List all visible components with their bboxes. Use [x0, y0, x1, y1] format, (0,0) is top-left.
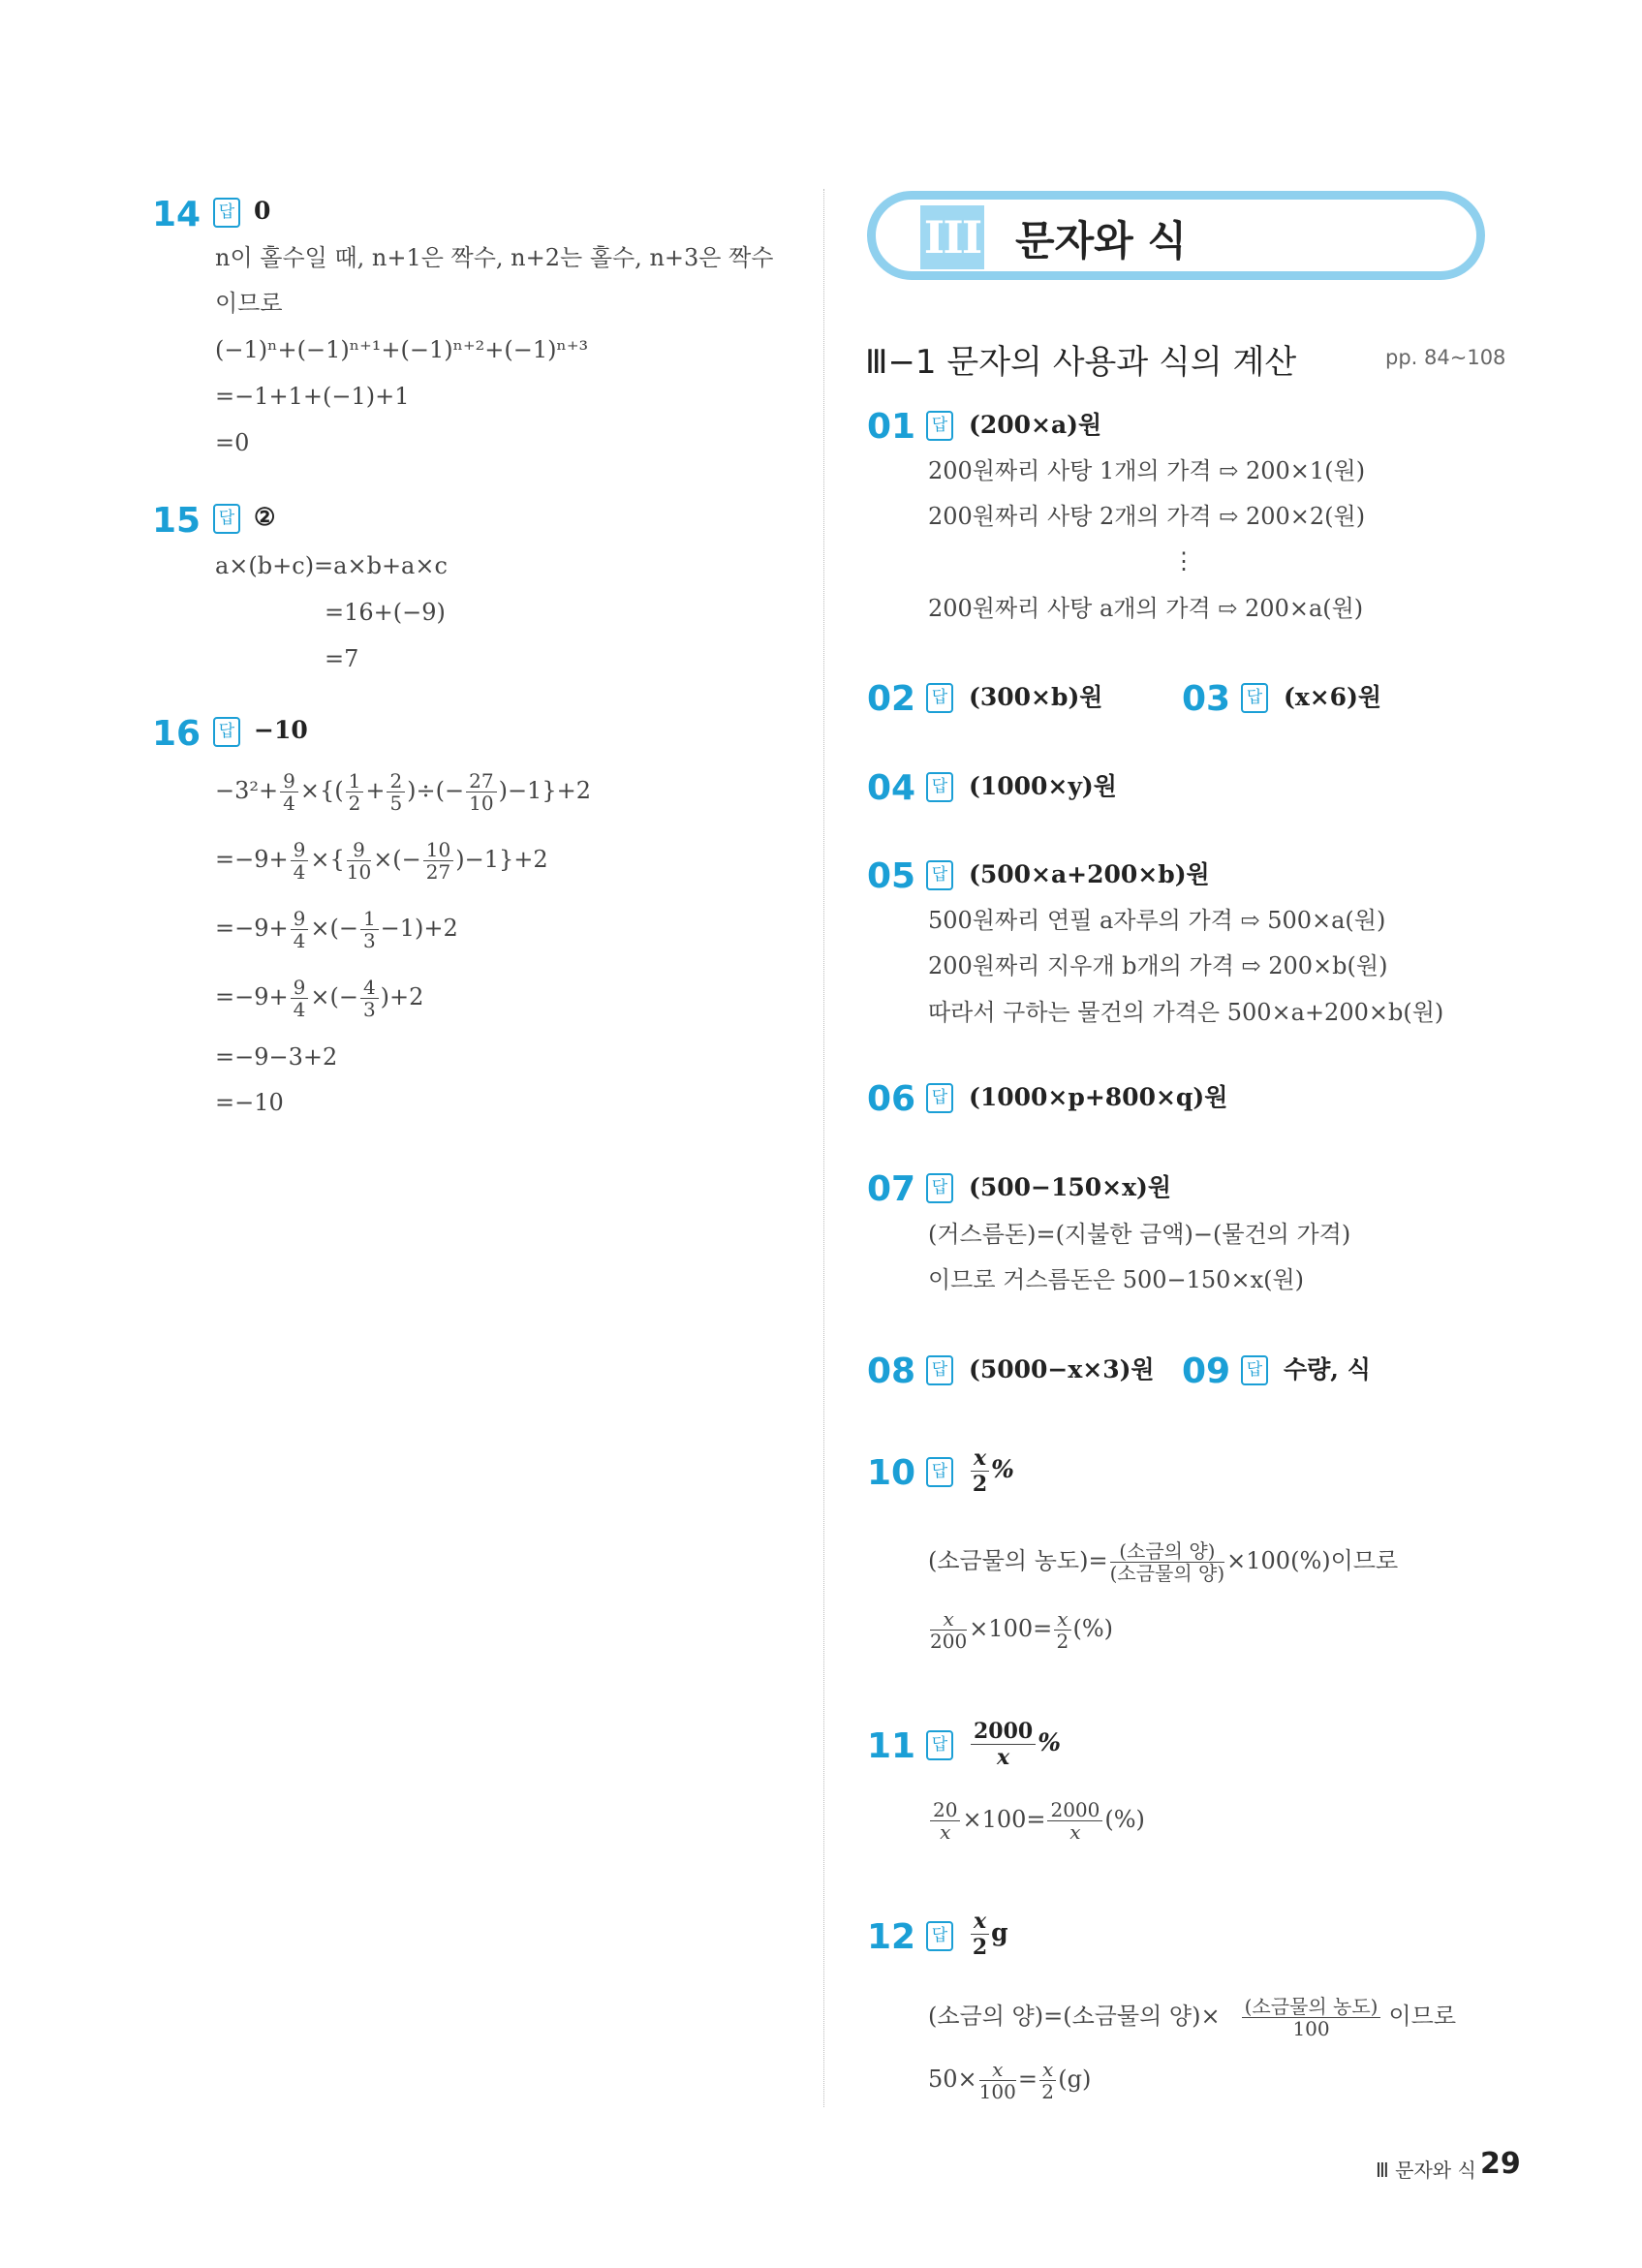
solution-line: =−9−3+2 — [215, 1043, 338, 1071]
answer-15: ② — [254, 503, 276, 531]
answer-12: $\frac{x}{2}$ g — [972, 1909, 1008, 1960]
answer-badge: 답 — [213, 198, 240, 228]
solution-line: 200원짜리 사탕 2개의 가격 ⇨ 200×2(원) — [928, 503, 1366, 530]
problem-number-05: 05 — [867, 856, 916, 896]
solution-line: =−9+ $\frac{9}{4}$ ×(− $\frac{1}{3}$ −1)+2 — [215, 907, 458, 952]
problem-number-03: 03 — [1182, 679, 1231, 719]
solution-line: 따라서 구하는 물건의 가격은 500×a+200×b(원) — [928, 999, 1444, 1026]
footer-chapter-label: Ⅲ 문자와 식 — [1376, 2159, 1476, 2182]
answer-01: (200×a)원 — [969, 411, 1102, 439]
problem-number-07: 07 — [867, 1169, 916, 1209]
answer-badge: 답 — [926, 860, 953, 890]
solution-line: −3²+ $\frac{9}{4}$ ×{( $\frac{1}{2}$ + $\frac{2}{5}$ )÷(− $\frac{27}{10}$ )−1}+2 — [215, 769, 591, 815]
problem-number-09: 09 — [1182, 1351, 1231, 1391]
solution-line: (−1)ⁿ+(−1)ⁿ⁺¹+(−1)ⁿ⁺²+(−1)ⁿ⁺³ — [215, 336, 589, 363]
answer-badge: 답 — [926, 1921, 953, 1951]
problem-number-06: 06 — [867, 1079, 916, 1119]
solution-line: =7 — [325, 645, 359, 672]
problem-number-02: 02 — [867, 679, 916, 719]
solution-line: =0 — [215, 429, 250, 456]
answer-11: $\frac{2000}{x}$ % — [969, 1719, 1061, 1770]
solution-line: =−10 — [215, 1089, 284, 1116]
answer-05: (500×a+200×b)원 — [969, 860, 1210, 888]
chapter-title: 문자와 식 — [1015, 217, 1187, 264]
solution-line: 200원짜리 사탕 1개의 가격 ⇨ 200×1(원) — [928, 457, 1366, 484]
solution-line: =−1+1+(−1)+1 — [215, 383, 410, 410]
problem-number-01: 01 — [867, 407, 916, 447]
answer-02: (300×b)원 — [969, 683, 1103, 711]
answer-badge: 답 — [926, 411, 953, 441]
answer-06: (1000×p+800×q)원 — [969, 1083, 1228, 1111]
answer-08: (5000−x×3)원 — [969, 1355, 1155, 1383]
answer-07: (500−150×x)원 — [969, 1173, 1171, 1201]
problem-number-16: 16 — [152, 714, 201, 754]
section-title: Ⅲ−1 문자의 사용과 식의 계산 — [865, 343, 1297, 382]
problem-number-12: 12 — [867, 1917, 916, 1957]
column-divider — [823, 189, 824, 2107]
answer-04: (1000×y)원 — [969, 772, 1117, 800]
solution-line: n이 홀수일 때, n+1은 짝수, n+2는 홀수, n+3은 짝수 — [215, 244, 774, 271]
answer-03: (x×6)원 — [1284, 683, 1382, 711]
vertical-ellipsis: ⋮ — [1172, 547, 1195, 575]
solution-line: (거스름돈)=(지불한 금액)−(물건의 가격) — [928, 1221, 1351, 1248]
problem-number-14: 14 — [152, 195, 201, 234]
answer-09: 수량, 식 — [1284, 1355, 1371, 1383]
solution-line: $\frac{20}{x}$ ×100= $\frac{2000}{x}$ (%) — [928, 1799, 1145, 1843]
answer-badge: 답 — [926, 1457, 953, 1487]
answer-badge: 답 — [1241, 1355, 1268, 1385]
solution-line: 500원짜리 연필 a자루의 가격 ⇨ 500×a(원) — [928, 907, 1386, 934]
solution-line: (소금물의 농도)= $\frac{\text{(소금의 양)}}{\text{(소금물의 양)}}$ ×100(%)이므로 — [928, 1539, 1399, 1585]
answer-badge: 답 — [926, 1730, 953, 1760]
solution-line: =−9+ $\frac{9}{4}$ ×{ $\frac{9}{10}$ ×(− $\frac{10}{27}$ )−1}+2 — [215, 838, 548, 884]
problem-number-15: 15 — [152, 501, 201, 541]
answer-badge: 답 — [1241, 683, 1268, 713]
answer-badge: 답 — [926, 1083, 953, 1113]
problem-number-08: 08 — [867, 1351, 916, 1391]
answer-badge: 답 — [926, 683, 953, 713]
solution-line: 200원짜리 사탕 a개의 가격 ⇨ 200×a(원) — [928, 595, 1364, 622]
solution-line: 이므로 — [215, 290, 283, 317]
solution-line: a×(b+c)=a×b+a×c — [215, 552, 448, 579]
answer-badge: 답 — [926, 1173, 953, 1203]
problem-number-11: 11 — [867, 1726, 916, 1766]
answer-badge: 답 — [213, 717, 240, 747]
page-number: 29 — [1480, 2147, 1521, 2181]
answer-badge: 답 — [926, 1355, 953, 1385]
answer-16: −10 — [254, 716, 308, 744]
answer-10: $\frac{x}{2}$ % — [972, 1445, 1014, 1497]
solution-line: $\frac{x}{200}$ ×100= $\frac{x}{2}$ (%) — [930, 1607, 1114, 1653]
answer-14: 0 — [254, 197, 271, 225]
solution-line: 50× $\frac{x}{100}$ = $\frac{x}{2}$ (g) — [928, 2058, 1092, 2103]
section-pages: pp. 84~108 — [1385, 346, 1506, 369]
solution-line: (소금의 양)=(소금물의 양)× $\frac{\text{(소금물의 농도)}}{100}$ 이므로 — [928, 1995, 1457, 2040]
answer-badge: 답 — [213, 504, 240, 534]
chapter-roman-numeral: III — [920, 205, 984, 269]
solution-line: 200원짜리 지우개 b개의 가격 ⇨ 200×b(원) — [928, 952, 1388, 979]
problem-number-10: 10 — [867, 1453, 916, 1493]
solution-line: =−9+ $\frac{9}{4}$ ×(− $\frac{4}{3}$ )+2 — [215, 976, 424, 1021]
solution-line: 이므로 거스름돈은 500−150×x(원) — [928, 1266, 1305, 1293]
problem-number-04: 04 — [867, 768, 916, 808]
solution-line: =16+(−9) — [325, 599, 446, 626]
answer-badge: 답 — [926, 772, 953, 802]
